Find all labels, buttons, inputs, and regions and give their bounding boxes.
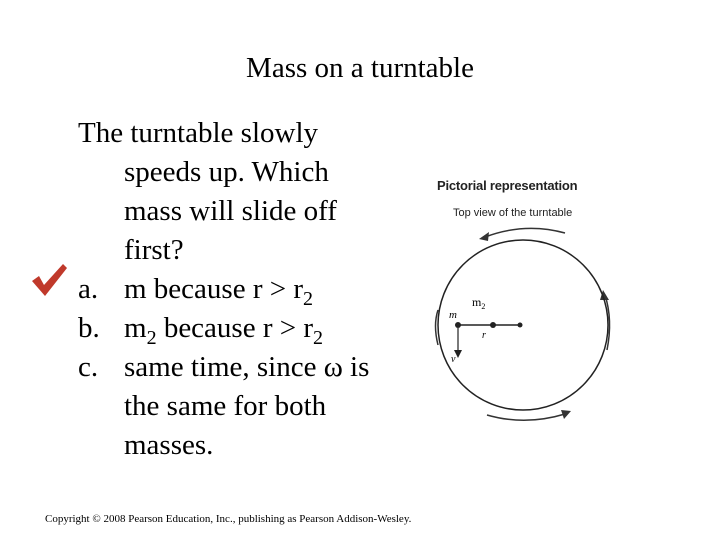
mass-m2-dot <box>490 322 496 328</box>
rotation-arrowhead-bottom <box>561 410 571 419</box>
option-b[interactable] <box>78 309 418 348</box>
label-r: r <box>482 330 486 341</box>
label-m2: $m_2$ <box>472 295 486 311</box>
stem-line-1: The turntable slowly <box>78 117 319 149</box>
option-b-text: $m_2$ because $r > r_2$ <box>124 312 324 349</box>
stem-line-2: speeds up. Which <box>124 156 329 188</box>
copyright-footer: Copyright © 2008 Pearson Education, Inc., publishing as Pearson Addison-Wesley. <box>45 513 412 525</box>
checkmark-icon <box>29 262 69 298</box>
label-v: v <box>451 354 456 365</box>
option-a-text: m because $r > r_2$ <box>124 273 313 310</box>
turntable-figure <box>425 170 630 430</box>
stem-line-4: first? <box>124 234 184 266</box>
slide-title: Mass on a turntable <box>246 52 474 84</box>
mass-m-dot <box>455 322 461 328</box>
figure-subtitle: Top view of the turntable <box>453 207 573 219</box>
rotation-arrow-bottom <box>487 414 565 420</box>
option-a[interactable] <box>78 270 418 309</box>
center-dot <box>518 323 523 328</box>
rotation-arrowhead-top <box>479 232 489 241</box>
rotation-arrow-top <box>485 228 565 237</box>
figure-title: Pictorial representation <box>437 178 578 193</box>
label-m: m <box>449 309 457 321</box>
question-stem <box>78 114 418 270</box>
option-a-letter: a. <box>78 273 99 305</box>
question-block <box>78 114 418 465</box>
option-c-letter: c. <box>78 351 99 383</box>
stem-line-3: mass will slide off <box>124 195 337 227</box>
turntable-diagram <box>425 170 630 430</box>
option-c[interactable] <box>78 348 418 465</box>
option-b-letter: b. <box>78 312 100 344</box>
option-c-text: same time, since ω is the same for both masses. <box>124 351 370 461</box>
